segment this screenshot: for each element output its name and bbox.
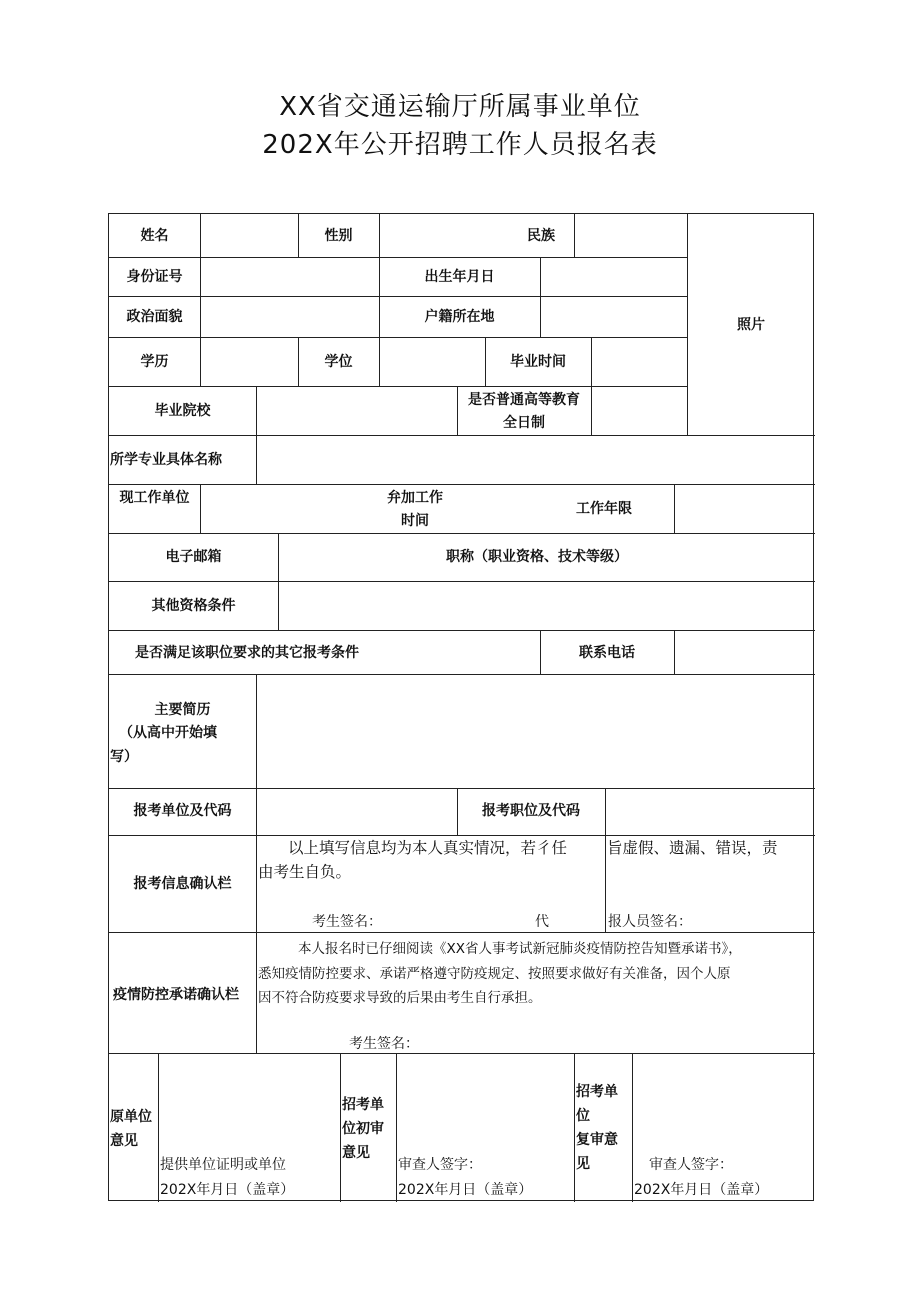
col-line: [200, 484, 201, 533]
epidemic-label: 疫情防控承诺确认栏: [113, 987, 239, 1003]
epidemic-text-3: 因不符合防疫要求导致的后果由考生自行承担。: [258, 990, 542, 1006]
original-unit-note: 提供单位证明或单位: [160, 1157, 286, 1173]
graduation-time-label: 毕业时间: [510, 354, 566, 370]
row-line: [109, 630, 815, 631]
fulltime-label-1: 是否普通高等教育: [468, 392, 580, 408]
col-line: [256, 386, 257, 435]
col-line: [200, 337, 201, 386]
col-line: [605, 835, 606, 932]
page-title-line2: 202X年公开招聘工作人员报名表: [262, 130, 658, 160]
initial-review-label-1: 招考单: [342, 1097, 384, 1113]
col-line: [158, 1053, 159, 1202]
col-line: [278, 581, 279, 630]
col-line: [200, 257, 201, 337]
original-unit-label-2: 意见: [110, 1133, 138, 1149]
education-label: 学历: [140, 354, 169, 370]
fulltime-label-2: 全日制: [503, 415, 545, 431]
row-line: [109, 386, 687, 387]
col-line: [200, 214, 201, 257]
col-line: [674, 484, 675, 533]
ethnicity-label: 民族: [527, 228, 555, 244]
col-line: [540, 257, 541, 337]
professional-title-label: 职称（职业资格、技术等级）: [446, 549, 628, 565]
apply-position-label: 报考职位及代码: [482, 803, 580, 819]
registration-form-table: [108, 213, 814, 1201]
col-line: [632, 1053, 633, 1202]
confirm-text-3: 由考生自负。: [258, 863, 352, 881]
candidate-sign-label: 考生签名：: [312, 914, 382, 930]
recheck-reviewer-sign: 审查人签字：: [649, 1157, 733, 1173]
major-label: 所学专业具体名称: [110, 452, 222, 468]
row-line: [109, 337, 687, 338]
epidemic-text-2: 悉知疫情防控要求、承诺严格遵守防疫规定、按照要求做好有关准备，因个人原: [258, 966, 731, 982]
row-line: [109, 581, 815, 582]
confirm-text-1: 以上填写信息均为本人真实情况，若彳任: [288, 839, 568, 857]
confirm-label: 报考信息确认栏: [133, 876, 232, 892]
work-years-label: 工作年限: [576, 501, 632, 517]
hukou-label: 户籍所在地: [424, 309, 495, 325]
row-line: [109, 1053, 815, 1054]
col-line: [256, 674, 257, 1053]
row-line: [109, 296, 687, 297]
proxy-char: 代: [535, 914, 549, 930]
row-line: [109, 435, 815, 436]
row-line: [109, 257, 687, 258]
initial-reviewer-sign: 审查人签字：: [398, 1157, 482, 1173]
political-status-label: 政治面貌: [126, 309, 183, 325]
resume-label-2: （从高中开始填: [119, 725, 217, 741]
phone-label: 联系电话: [579, 645, 635, 661]
col-line: [591, 337, 592, 386]
col-line: [256, 435, 257, 484]
resume-label-3: 写）: [110, 749, 138, 765]
join-work-label-1: 弁加工作: [387, 490, 443, 506]
degree-label: 学位: [324, 354, 353, 370]
initial-review-label-2: 位初审: [342, 1121, 384, 1137]
join-work-label-2: 时间: [401, 513, 429, 529]
school-label: 毕业院校: [154, 403, 211, 419]
initial-review-date: 202X年月日（盖章）: [398, 1182, 533, 1198]
col-line: [574, 1053, 575, 1202]
epidemic-text-1: 本人报名时已仔细阅读《XX省人事考试新冠肺炎疫情防控告知暨承诺书》，: [298, 941, 742, 957]
meets-requirements-label: 是否满足该职位要求的其它报考条件: [135, 645, 359, 661]
recheck-label-2: 位: [576, 1108, 590, 1124]
proxy-sign-label: 报人员签名：: [608, 914, 692, 930]
col-line: [674, 630, 675, 674]
other-qualification-label: 其他资格条件: [151, 598, 236, 614]
apply-unit-label: 报考单位及代码: [133, 803, 232, 819]
original-unit-date: 202X年月日（盖章）: [160, 1182, 295, 1198]
original-unit-label-1: 原单位: [110, 1109, 152, 1125]
col-line: [396, 1053, 397, 1202]
recheck-label-1: 招考单: [576, 1084, 618, 1100]
col-line: [574, 214, 575, 257]
col-line: [278, 533, 279, 581]
row-line: [109, 932, 815, 933]
row-line: [109, 674, 815, 675]
row-line: [109, 533, 815, 534]
page-title-line1: XX省交通运输厅所属事业单位: [279, 92, 641, 122]
birth-date-label: 出生年月日: [424, 269, 495, 285]
recheck-label-3: 复审意: [576, 1132, 618, 1148]
name-label: 姓名: [140, 228, 169, 244]
col-line: [605, 788, 606, 835]
employer-label: 现工作单位: [119, 490, 190, 506]
epidemic-sign-label: 考生签名：: [349, 1036, 419, 1052]
email-label: 电子邮箱: [165, 549, 222, 565]
col-line: [340, 1053, 341, 1202]
row-line: [109, 788, 815, 789]
id-number-label: 身份证号: [126, 269, 183, 285]
row-line: [109, 484, 815, 485]
resume-label-1: 主要简历: [154, 702, 211, 718]
col-line: [379, 214, 380, 257]
col-line: [591, 386, 592, 435]
initial-review-label-3: 意见: [342, 1145, 370, 1161]
confirm-text-2: 旨虚假、遗漏、错误，责: [607, 839, 778, 857]
col-line: [379, 337, 380, 386]
recheck-label-4: 见: [576, 1156, 590, 1172]
recheck-date: 202X年月日（盖章）: [634, 1182, 769, 1198]
gender-label: 性别: [324, 228, 353, 244]
photo-label: 照片: [737, 317, 765, 333]
